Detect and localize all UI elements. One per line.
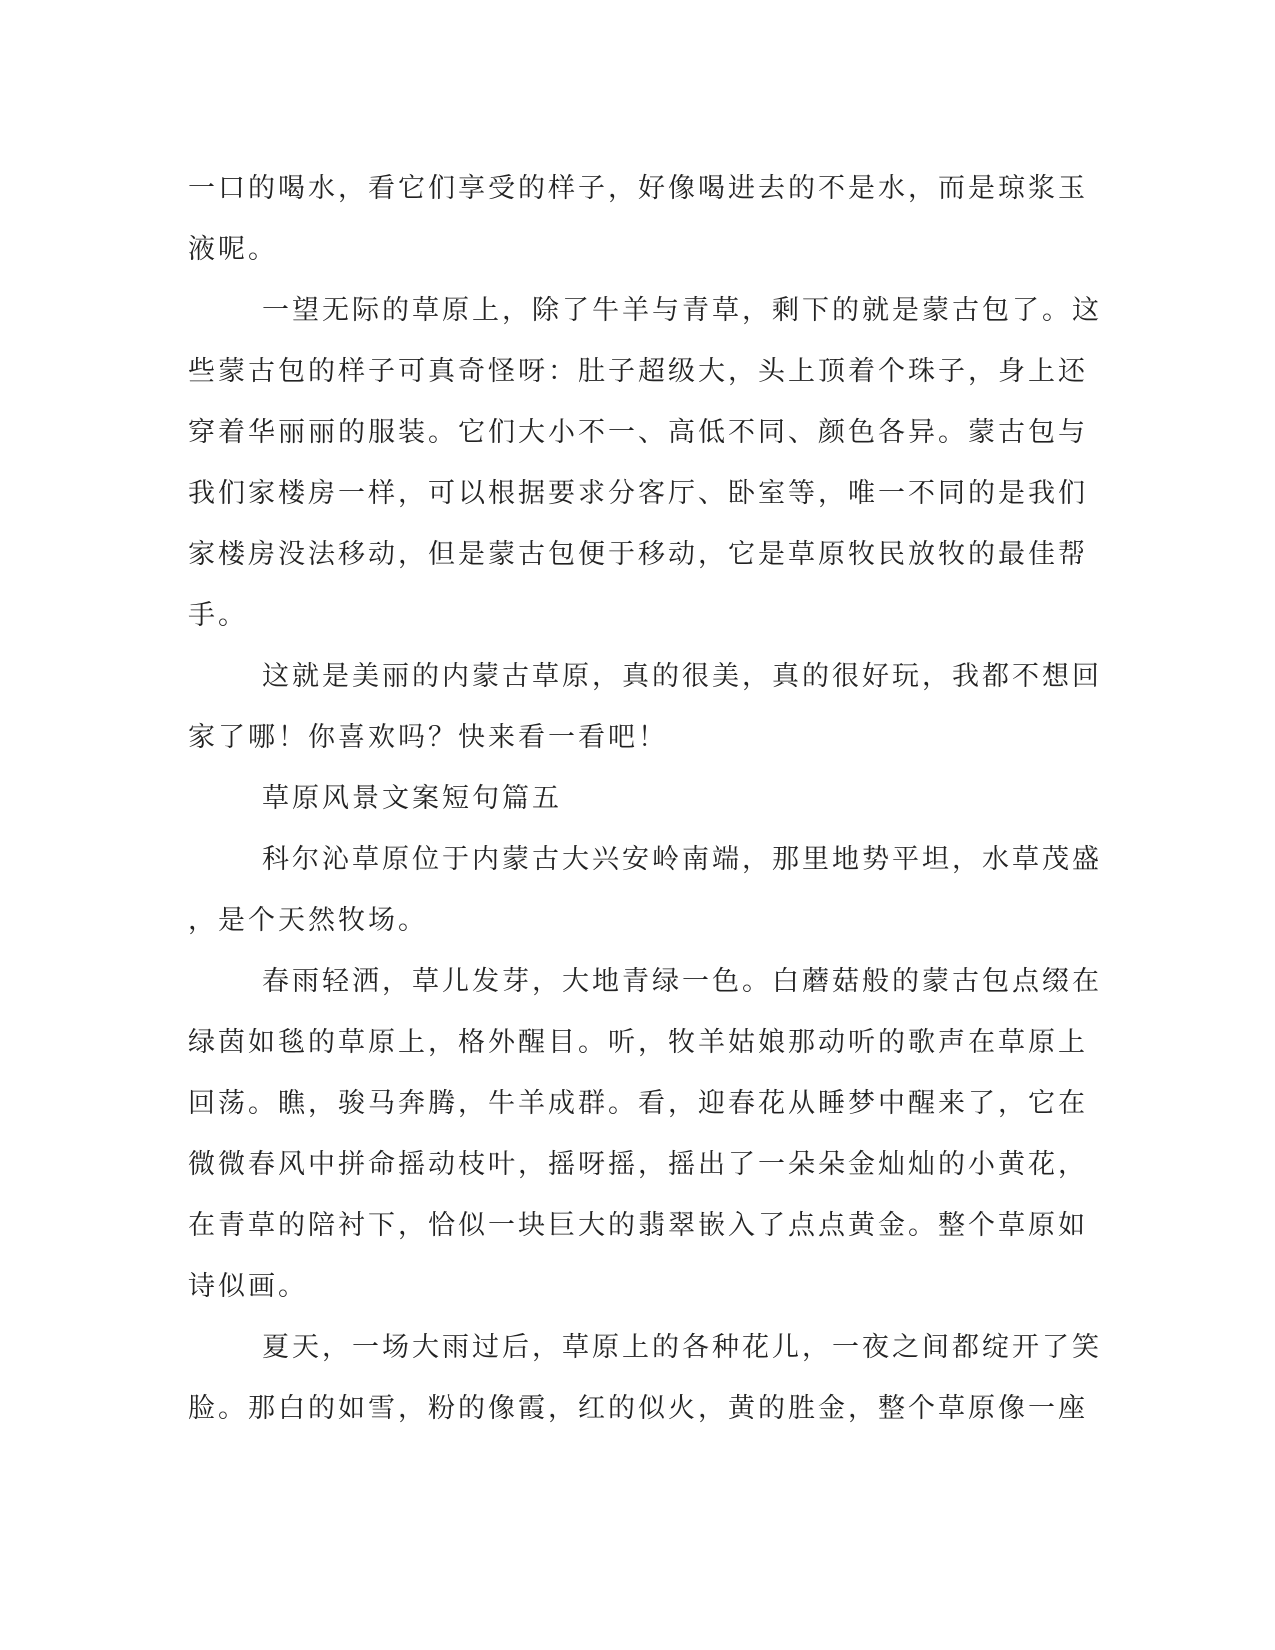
text-line: 这就是美丽的内蒙古草原，真的很美，真的很好玩，我都不想回 — [262, 661, 1102, 692]
text-line: 脸。那白的如雪，粉的像霞，红的似火，黄的胜金，整个草原像一座 — [188, 1393, 1088, 1424]
text-line: 家了哪！你喜欢吗？快来看一看吧！ — [188, 722, 668, 753]
text-line: 我们家楼房一样，可以根据要求分客厅、卧室等，唯一不同的是我们 — [188, 478, 1088, 509]
text-line: 些蒙古包的样子可真奇怪呀：肚子超级大，头上顶着个珠子，身上还 — [188, 356, 1088, 387]
paragraph-summer — [188, 1317, 1102, 1439]
section-heading — [188, 768, 1068, 829]
text-line: 科尔沁草原位于内蒙古大兴安岭南端，那里地势平坦，水草茂盛 — [262, 844, 1102, 875]
text-line: 回荡。瞧，骏马奔腾，牛羊成群。看，迎春花从睡梦中醒来了，它在 — [188, 1088, 1088, 1119]
paragraph-spring — [188, 951, 1102, 1317]
text-line: 一望无际的草原上，除了牛羊与青草，剩下的就是蒙古包了。这 — [262, 295, 1102, 326]
text-line: 家楼房没法移动，但是蒙古包便于移动，它是草原牧民放牧的最佳帮 — [188, 539, 1088, 570]
text-line: 在青草的陪衬下，恰似一块巨大的翡翠嵌入了点点黄金。整个草原如 — [188, 1210, 1088, 1241]
text-line: 穿着华丽丽的服装。它们大小不一、高低不同、颜色各异。蒙古包与 — [188, 417, 1088, 448]
text-line: 一口的喝水，看它们享受的样子，好像喝进去的不是水，而是琼浆玉 — [188, 173, 1088, 204]
text-line: 夏天，一场大雨过后，草原上的各种花儿，一夜之间都绽开了笑 — [262, 1332, 1102, 1363]
text-line: 液呢。 — [188, 234, 278, 265]
text-line: ，是个天然牧场。 — [188, 905, 428, 936]
text-line: 绿茵如毯的草原上，格外醒目。听，牧羊姑娘那动听的歌声在草原上 — [188, 1027, 1088, 1058]
paragraph-beautiful-grassland — [188, 646, 1102, 768]
paragraph-continued-drinking-water — [188, 158, 1088, 280]
text-line: 春雨轻洒，草儿发芽，大地青绿一色。白蘑菇般的蒙古包点缀在 — [262, 966, 1102, 997]
paragraph-horqin-grassland — [188, 829, 1102, 951]
document-body — [188, 158, 1102, 1439]
section-heading-text: 草原风景文案短句篇五 — [262, 783, 562, 814]
text-line: 手。 — [188, 600, 248, 631]
paragraph-mongolian-yurts — [188, 280, 1102, 646]
text-line: 微微春风中拼命摇动枝叶，摇呀摇，摇出了一朵朵金灿灿的小黄花， — [188, 1149, 1088, 1180]
text-line: 诗似画。 — [188, 1271, 308, 1302]
